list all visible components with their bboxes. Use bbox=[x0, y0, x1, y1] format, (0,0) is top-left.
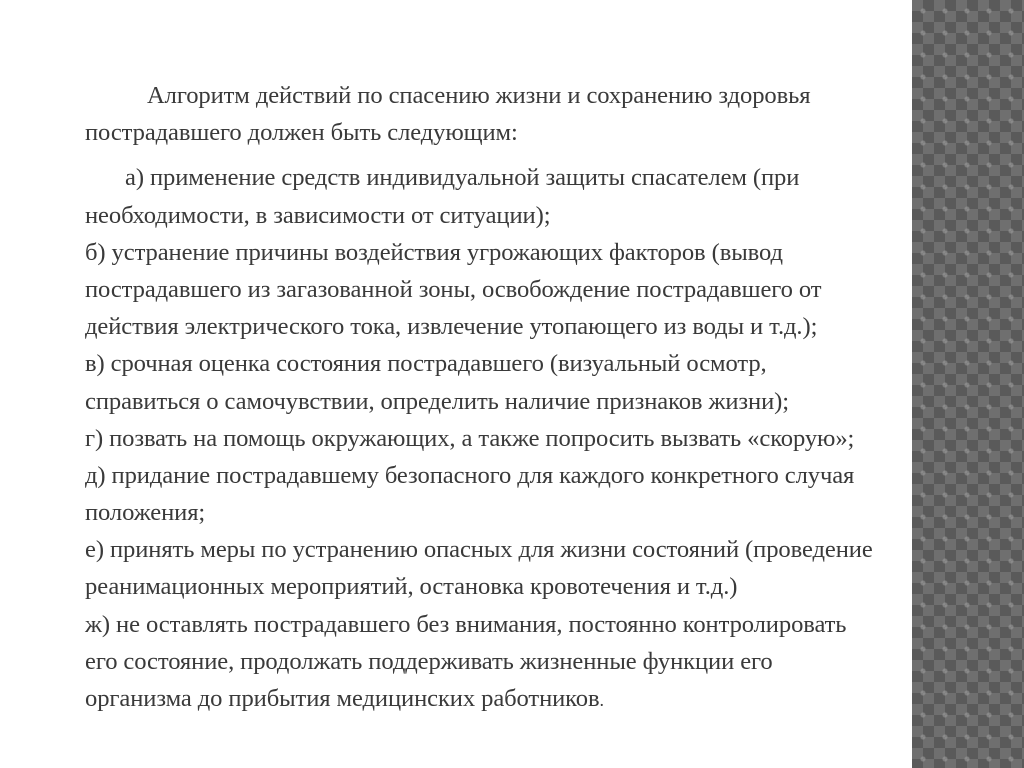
item-zh-final-period: . bbox=[599, 690, 604, 710]
item-b-line-3: действия электрического тока, извлечение утопающего из воды и т.д.); bbox=[85, 313, 818, 341]
item-b-line-1: б) устранение причины воздействия угрожающих факторов (вывод bbox=[85, 238, 783, 266]
item-d-line-2: положения; bbox=[85, 499, 206, 527]
item-zh-line-1: ж) не оставлять пострадавшего без внимания, постоянно контролировать bbox=[85, 610, 847, 638]
item-zh-line-2: его состояние, продолжать поддерживать жизненные функции его bbox=[85, 647, 773, 675]
item-g-line-1: г) позвать на помощь окружающих, а также попросить вызвать «скорую»; bbox=[85, 424, 855, 452]
item-a-line-2: необходимости, в зависимости от ситуации); bbox=[85, 201, 551, 229]
slide-text-body bbox=[85, 77, 912, 717]
item-e-line-2: реанимационных мероприятий, остановка кровотечения и т.д.) bbox=[85, 573, 738, 601]
intro-line-1: Алгоритм действий по спасению жизни и сохранению здоровья bbox=[147, 82, 811, 109]
decorative-side-pattern bbox=[912, 0, 1024, 768]
item-v-line-1: в) срочная оценка состояния пострадавшего (визуальный осмотр, bbox=[85, 350, 767, 378]
item-b-line-2: пострадавшего из загазованной зоны, освобождение пострадавшего от bbox=[85, 275, 822, 303]
item-a-line-1: а) применение средств индивидуальной защиты спасателем (при bbox=[125, 164, 800, 192]
item-d-line-1: д) придание пострадавшему безопасного для каждого конкретного случая bbox=[85, 461, 855, 489]
item-v-line-2: справиться о самочувствии, определить наличие признаков жизни); bbox=[85, 387, 789, 415]
item-zh-line-3-text: организма до прибытия медицинских работников bbox=[85, 685, 600, 712]
item-zh-line-3 bbox=[85, 680, 912, 717]
item-e-line-1: е) принять меры по устранению опасных для жизни состояний (проведение bbox=[85, 536, 873, 564]
intro-line-2: пострадавшего должен быть следующим: bbox=[85, 119, 518, 147]
